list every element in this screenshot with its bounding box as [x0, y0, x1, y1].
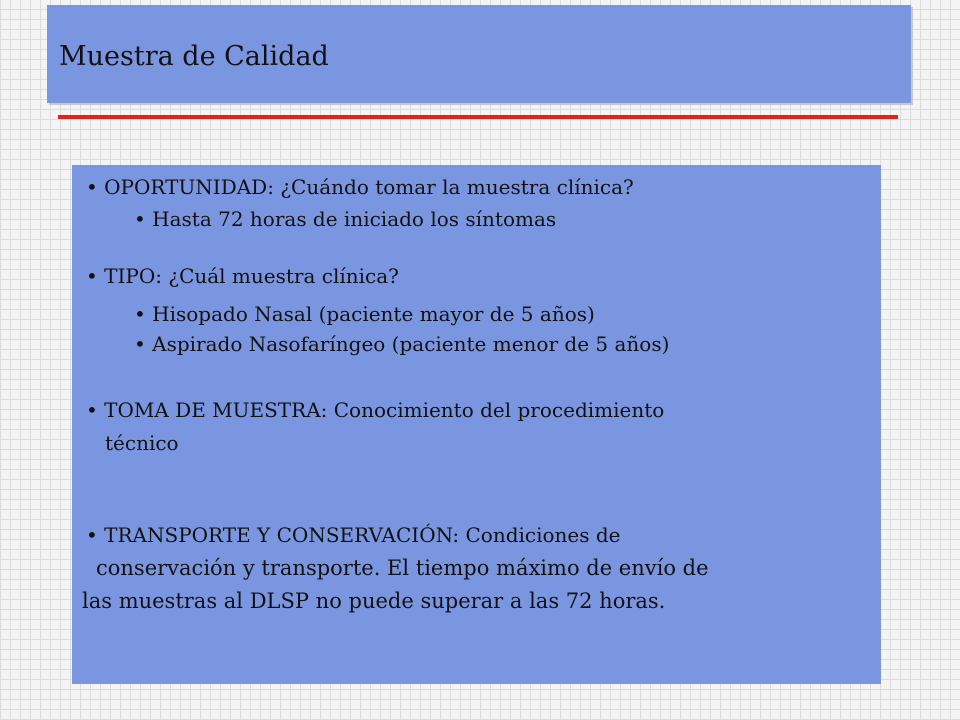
tipo-heading: • TIPO: ¿Cuál muestra clínica?: [86, 264, 399, 288]
tipo-item-aspirado: • Aspirado Nasofaríngeo (paciente menor de 5 años): [134, 332, 670, 356]
oportunidad-heading: • OPORTUNIDAD: ¿Cuándo tomar la muestra clínica?: [86, 175, 634, 199]
slide-title: Muestra de Calidad: [59, 41, 329, 72]
oportunidad-item: • Hasta 72 horas de iniciado los síntomas: [134, 207, 557, 231]
title-panel: [47, 5, 911, 103]
transporte-line-3: las muestras al DLSP no puede superar a las 72 horas.: [82, 589, 666, 613]
title-divider: [58, 115, 898, 119]
transporte-line-1: • TRANSPORTE Y CONSERVACIÓN: Condiciones de: [86, 523, 621, 547]
toma-line-1: • TOMA DE MUESTRA: Conocimiento del procedimiento: [86, 398, 665, 422]
tipo-item-nasal: • Hisopado Nasal (paciente mayor de 5 años): [134, 302, 595, 326]
content-panel: [72, 165, 881, 684]
toma-line-2: técnico: [105, 431, 179, 455]
transporte-line-2: conservación y transporte. El tiempo máximo de envío de: [96, 556, 709, 580]
